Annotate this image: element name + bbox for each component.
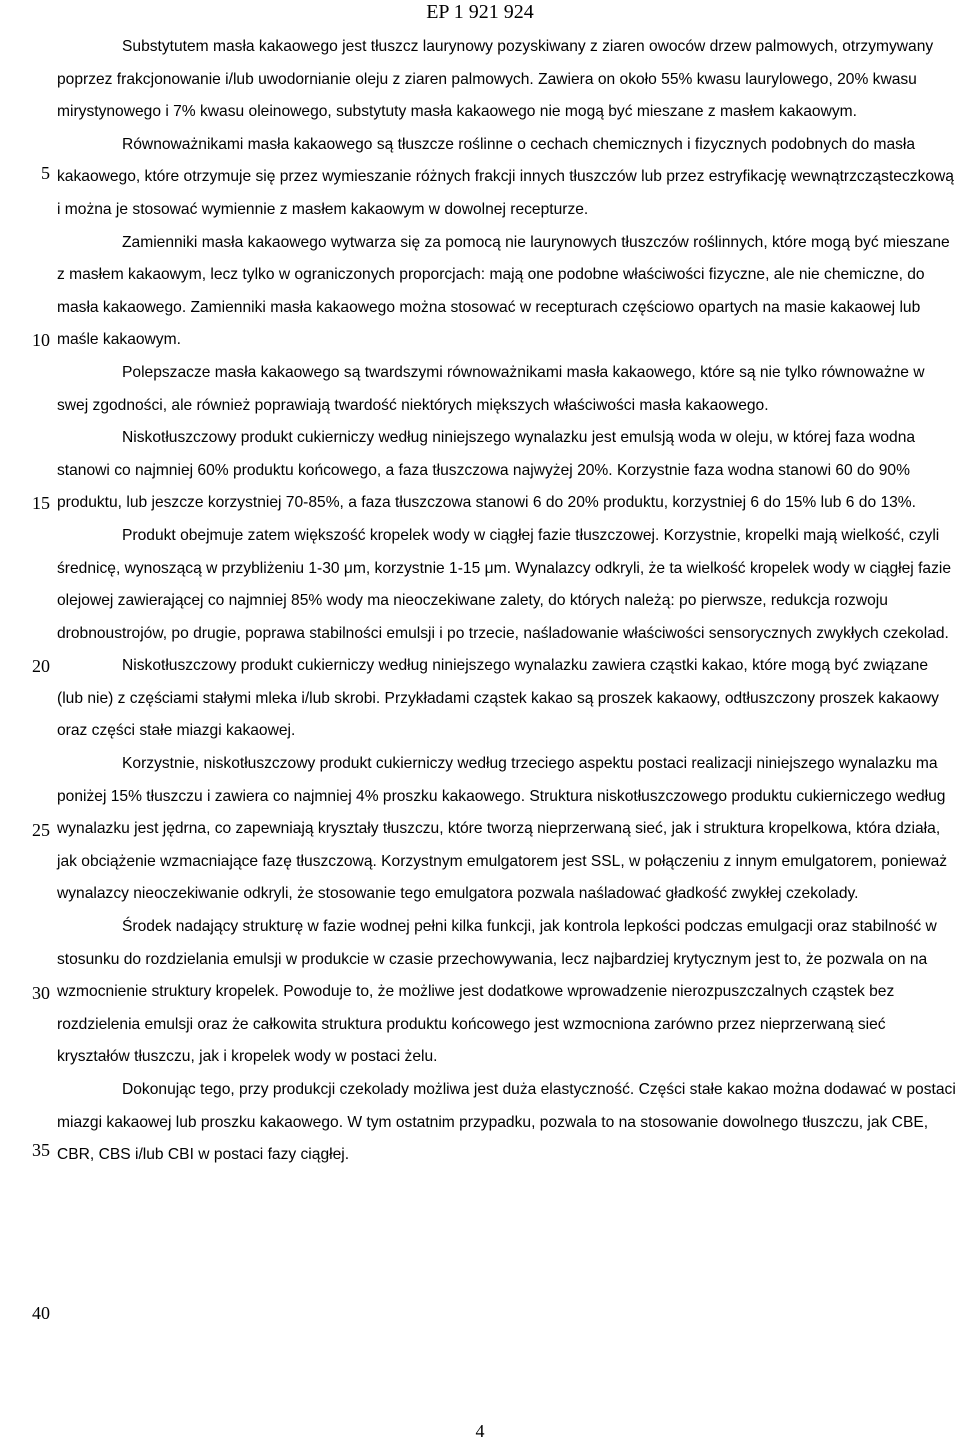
paragraph-cocoa-butter-equivalents: Równoważnikami masła kakaowego są tłuszcze roślinne o cechach chemicznych i fizycznych podobnych do masła kakaowego, które otrzymuje się przez wymieszanie różnych frakcji innych tłuszczów lub przez estryfikację wewnątrzcząsteczkową i można je stosować wymiennie z masłem kakaowym w dowolnej recepturze. bbox=[57, 135, 954, 218]
line-number: 10 bbox=[32, 330, 50, 350]
line-number: 35 bbox=[32, 1140, 50, 1160]
page-number: 4 bbox=[475, 1421, 485, 1441]
paragraph-cocoa-butter-replacers: Zamienniki masła kakaowego wytwarza się za pomocą nie laurynowych tłuszczów roślinnych, które mogą być mieszane z masłem kakaowym, lecz tylko w ograniczonych proporcjach: mają one podobne właściwości fizyczne, ale nie chemiczne, do masła kakaowego. Zamienniki masła kakaowego można stosować w recepturach częściowo opartych na masie kakaowej lub maśle kakaowym. bbox=[57, 233, 950, 349]
document-body bbox=[57, 31, 957, 1172]
paragraph-fat-structure: Korzystnie, niskotłuszczowy produkt cukierniczy według trzeciego aspektu postaci realizacji niniejszego wynalazku ma poniżej 15% tłuszczu i zawiera co najmniej 4% proszku kakaowego. Struktura niskotłuszczowego produktu cukierniczego według wynalazku jest jędrna, co zapewniają kryształy tłuszczu, które tworzą nieprzerwaną sieć, jak i struktura kropelkowa, która działa, jak obciążenie wzmacniające fazę tłuszczową. Korzystnym emulgatorem jest SSL, w połączeniu z innym emulgatorem, ponieważ wynalazcy nieoczekiwanie odkryli, że stosowanie tego emulgatora pozwala naśladować gładkość zwykłej czekolady. bbox=[57, 755, 948, 903]
paragraph-flexibility: Dokonując tego, przy produkcji czekolady możliwa jest duża elastyczność. Części stałe kakao można dodawać w postaci miazgi kakaowej lub proszku kakaowego. W tym ostatnim przypadku, pozwala to na stosowanie dowolnego tłuszczu, jak CBE, CBR, CBS i/lub CBI w postaci fazy ciągłej. bbox=[57, 1081, 956, 1164]
paragraph-structuring-agent: Środek nadający strukturę w fazie wodnej pełni kilka funkcji, jak kontrola lepkości podczas emulgacji oraz stabilność w stosunku do rozdzielania emulsji w produkcie w czasie przechowywania, lecz najbardziej krytycznym jest to, że pozwala on na wzmocnienie struktury kropelek. Powoduje to, że możliwe jest dodatkowe wprowadzenie nierozpuszczalnych cząstek bez rozdzielenia emulsji oraz że całkowita struktura produktu końcowego jest wzmocniona zarówno przez nieprzerwaną sieć kryształów tłuszczu, jak i kropelek wody w postaci żelu. bbox=[57, 918, 937, 1066]
line-number: 15 bbox=[32, 493, 50, 513]
patent-number-header: EP 1 921 924 bbox=[426, 1, 534, 23]
line-number: 20 bbox=[32, 656, 50, 676]
line-number: 5 bbox=[41, 163, 50, 183]
paragraph-cocoa-butter-improvers: Polepszacze masła kakaowego są twardszymi równoważnikami masła kakaowego, które są nie tylko równoważne w swej zgodności, ale również poprawiają twardość niektórych miększych właściwości masła kakaowego. bbox=[57, 363, 925, 414]
paragraph-droplet-size: Produkt obejmuje zatem większość kropelek wody w ciągłej fazie tłuszczowej. Korzystnie, kropelki mają wielkość, czyli średnicę, wynoszącą w przybliżeniu 1-30 μm, korzystnie 1-15 μm. Wynalazcy odkryli, że ta wielkość kropelek wody w ciągłej fazie olejowej zawierającej co najmniej 85% wody ma nieoczekiwane zalety, do których należą: po pierwsze, redukcja rozwoju drobnoustrojów, po drugie, poprawa stabilności emulsji i po trzecie, naśladowanie właściwości sensorycznych zwykłych czekolad. bbox=[57, 526, 952, 642]
line-number: 30 bbox=[32, 983, 50, 1003]
paragraph-emulsion-composition: Niskotłuszczowy produkt cukierniczy według niniejszego wynalazku jest emulsją woda w oleju, w której faza wodna stanowi co najmniej 60% produktu końcowego, a faza tłuszczowa najwyżej 20%. Korzystnie faza wodna stanowi 60 do 90% produktu, lub jeszcze korzystniej 70-85%, a faza tłuszczowa stanowi 6 do 20% produktu, korzystniej 6 do 15% lub 6 do 13%. bbox=[57, 429, 916, 512]
paragraph-cocoa-butter-substitutes: Substytutem masła kakaowego jest tłuszcz laurynowy pozyskiwany z ziaren owoców drzew palmowych, otrzymywany poprzez frakcjonowanie i/lub uwodornianie oleju z ziaren palmowych. Zawiera on około 55% kwasu laurylowego, 20% kwasu mirystynowego i 7% kwasu oleinowego, substytuty masła kakaowego nie mogą być mieszane z masłem kakaowym. bbox=[57, 38, 934, 121]
paragraph-cocoa-particles: Niskotłuszczowy produkt cukierniczy według niniejszego wynalazku zawiera cząstki kakao, które mogą być związane (lub nie) z częściami stałymi mleka i/lub skrobi. Przykładami cząstek kakao są proszek kakaowy, odtłuszczony proszek kakaowy oraz części stałe miazgi kakaowej. bbox=[57, 657, 939, 740]
line-number: 25 bbox=[32, 820, 50, 840]
line-number: 40 bbox=[32, 1303, 50, 1323]
